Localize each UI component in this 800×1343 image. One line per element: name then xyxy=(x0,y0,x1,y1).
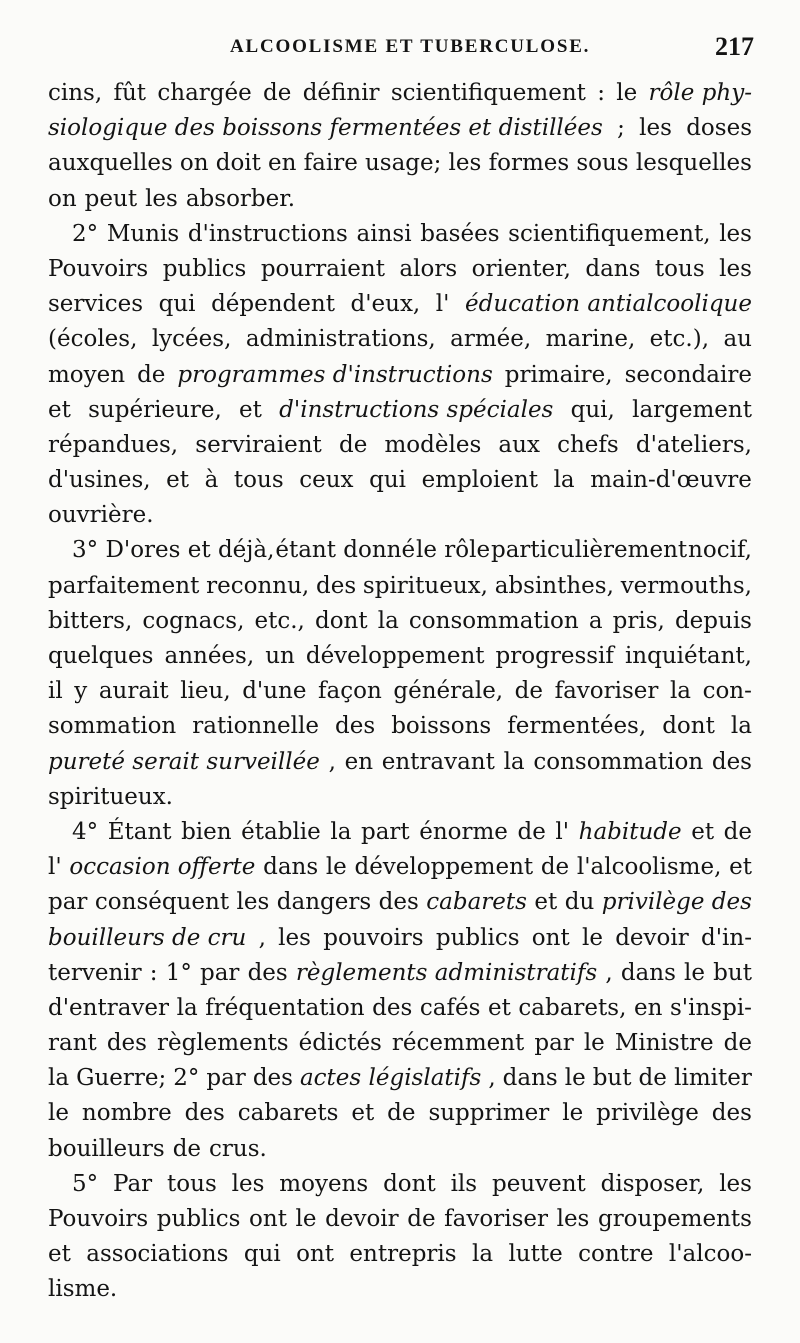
word: orienter, xyxy=(471,255,571,282)
word: de xyxy=(172,1135,202,1162)
word: les xyxy=(719,220,752,247)
word: programmes d'instructions xyxy=(177,361,493,388)
word: ont xyxy=(296,1241,335,1268)
word: des xyxy=(252,1065,293,1092)
word: crus. xyxy=(209,1135,267,1162)
word: d'usines, xyxy=(48,467,151,494)
word: , xyxy=(258,924,266,951)
word: Par xyxy=(113,1170,153,1197)
word: chargée xyxy=(157,80,252,106)
word: lutte xyxy=(508,1241,563,1268)
word: de xyxy=(263,80,292,106)
word: énorme xyxy=(419,818,508,845)
word: publics xyxy=(435,924,520,951)
word: et xyxy=(691,818,715,845)
word: part xyxy=(360,818,410,845)
word: par xyxy=(199,959,240,986)
word: et xyxy=(166,467,190,494)
word: tous xyxy=(654,255,705,282)
word: moyen xyxy=(48,361,126,388)
word: on xyxy=(48,185,77,212)
word: Pouvoirs xyxy=(48,255,149,282)
word: de xyxy=(540,854,570,881)
word: des xyxy=(247,959,288,986)
word: établie xyxy=(241,818,321,845)
word: étant donné xyxy=(275,537,416,564)
text-line xyxy=(48,745,752,780)
word: administrations, xyxy=(245,326,436,353)
word: 1° xyxy=(165,959,192,986)
word: pourraient xyxy=(260,255,385,282)
word: le xyxy=(684,959,706,986)
word: scientifiquement, xyxy=(508,220,711,247)
word: vermouths, xyxy=(620,572,752,599)
word: spiritueux, xyxy=(362,572,488,599)
word: récemment xyxy=(391,1030,525,1057)
word: édictés xyxy=(298,1030,382,1057)
text-line xyxy=(48,1237,752,1272)
word: largement xyxy=(632,396,752,423)
word: qui xyxy=(369,467,407,494)
word: entrepris xyxy=(349,1241,457,1268)
word: privilège xyxy=(596,1100,699,1127)
text-line xyxy=(48,428,752,463)
word: un xyxy=(265,643,295,669)
word: usage; xyxy=(364,150,442,177)
word: les formes xyxy=(448,150,570,177)
word: l' xyxy=(555,818,570,845)
word: marine, xyxy=(545,326,636,353)
word: de xyxy=(407,1206,436,1232)
word: serviraient xyxy=(195,431,322,458)
word: au xyxy=(723,326,752,353)
word: lisme. xyxy=(48,1276,118,1303)
word: reconnu, xyxy=(206,572,310,599)
word: générale, xyxy=(393,678,504,705)
text-line xyxy=(48,1132,752,1167)
word: et xyxy=(534,889,558,916)
word: pouvoirs xyxy=(323,924,424,951)
word: le rôle xyxy=(416,537,491,564)
word: cins, xyxy=(48,80,103,106)
word: dans xyxy=(263,854,319,881)
word: l'alcoolisme, xyxy=(576,854,722,881)
word: fût xyxy=(113,80,147,106)
word: supérieure, xyxy=(88,396,222,423)
text-line xyxy=(48,709,752,744)
word: conséquent xyxy=(94,889,230,916)
word: supprimer xyxy=(428,1100,550,1127)
word: d'instructions spéciales xyxy=(279,396,554,423)
word: la xyxy=(730,713,752,740)
word: d'instructions xyxy=(187,220,348,247)
word: par xyxy=(206,1065,246,1092)
word: favoriser xyxy=(444,1206,548,1232)
word: le xyxy=(562,1100,584,1127)
word: les xyxy=(278,924,311,951)
word: sous lesquelles xyxy=(576,150,752,177)
word: Guerre; xyxy=(76,1065,167,1092)
word: publics xyxy=(156,1206,241,1232)
word: dont xyxy=(383,1170,436,1197)
word: lycées, xyxy=(151,326,232,353)
word: dépendent xyxy=(211,291,335,318)
word: la xyxy=(669,678,692,705)
word: les xyxy=(639,115,672,142)
word: d'eux, xyxy=(350,291,421,318)
word: lieu, xyxy=(180,678,231,705)
word: les xyxy=(236,889,270,916)
word: inquiétant, xyxy=(624,643,752,669)
word: devoir xyxy=(325,1206,399,1232)
word: ; xyxy=(617,115,625,142)
word: le xyxy=(295,1206,317,1232)
word: le xyxy=(325,854,347,881)
text-line xyxy=(48,111,752,146)
text-line xyxy=(48,780,752,815)
word: bouilleurs de cru xyxy=(48,924,247,951)
word: devoir xyxy=(615,924,689,951)
text-line xyxy=(48,182,752,217)
word: ouvrière. xyxy=(48,502,154,529)
word: 3° D'ores et déjà, xyxy=(72,537,275,564)
word: dont xyxy=(314,607,368,634)
word: , xyxy=(328,748,336,775)
word: d'une xyxy=(242,678,307,705)
word: règlements xyxy=(157,1030,289,1057)
word: peut xyxy=(84,185,138,212)
word: d'ateliers, xyxy=(635,431,752,458)
word: et xyxy=(487,994,511,1021)
text-line xyxy=(48,639,752,674)
word: chefs xyxy=(557,431,619,458)
word: bitters, xyxy=(48,607,133,634)
word: développement xyxy=(354,854,534,881)
text-line xyxy=(48,674,752,709)
word: des xyxy=(372,994,413,1021)
word: des xyxy=(711,748,752,775)
word: le xyxy=(48,1100,69,1127)
word: les xyxy=(719,255,752,282)
word: des xyxy=(106,1030,147,1057)
word: parfaitement xyxy=(48,572,200,599)
word: : xyxy=(149,959,158,986)
word: et xyxy=(729,854,752,881)
word: développement xyxy=(305,643,485,669)
text-line xyxy=(48,322,752,357)
word: on xyxy=(179,150,209,177)
word: secondaire xyxy=(624,361,752,388)
word: cognacs, xyxy=(142,607,245,634)
text-line xyxy=(48,146,752,181)
word: d'in- xyxy=(701,924,752,951)
word: des xyxy=(711,1100,752,1127)
word: 5° xyxy=(72,1170,99,1197)
word: alors xyxy=(399,255,458,282)
word: occasion offerte xyxy=(69,854,256,881)
word: sommation xyxy=(48,713,177,740)
word: par xyxy=(48,889,88,916)
word: scientifiquement xyxy=(390,80,586,106)
word: particulièrement xyxy=(491,537,688,564)
word: entravant xyxy=(381,748,495,775)
word: boissons xyxy=(391,713,492,740)
word: la xyxy=(377,607,399,634)
word: siologique des boissons fermentées et distillées xyxy=(48,115,603,142)
word: con- xyxy=(702,678,752,705)
word: de xyxy=(517,818,546,845)
word: l'alcoo- xyxy=(668,1241,752,1268)
text-line xyxy=(48,533,752,568)
word: but xyxy=(713,959,752,986)
word: Pouvoirs xyxy=(48,1206,149,1232)
word: favoriser xyxy=(554,678,659,705)
text-line xyxy=(48,1272,752,1307)
text-line xyxy=(48,287,752,322)
word: de xyxy=(387,1100,416,1127)
word: disposer, xyxy=(600,1170,705,1197)
word: de xyxy=(137,361,166,388)
word: nocif, xyxy=(688,537,752,564)
word: cabarets xyxy=(426,889,527,916)
word: la xyxy=(503,748,525,775)
word: par xyxy=(534,1030,574,1057)
word: en xyxy=(633,994,663,1021)
word: éducation antialcoolique xyxy=(465,291,752,318)
word: modèles xyxy=(384,431,482,458)
word: a xyxy=(588,607,603,634)
running-title: ALCOOLISME ET TUBERCULOSE. xyxy=(230,36,591,57)
word: le xyxy=(581,924,603,951)
word: spiritueux. xyxy=(48,783,173,810)
word: cabarets, xyxy=(518,994,627,1021)
word: groupements xyxy=(597,1206,752,1232)
word: , xyxy=(488,1065,496,1092)
text-line xyxy=(48,217,752,252)
word: auxquelles xyxy=(48,150,173,177)
word: d'entraver xyxy=(48,994,170,1021)
word: en xyxy=(344,748,374,775)
word: etc., xyxy=(254,607,305,634)
body-text xyxy=(48,76,752,1308)
text-line xyxy=(48,956,752,991)
word: main-d'œuvre xyxy=(590,467,752,494)
word: Ministre xyxy=(614,1030,714,1057)
text-line xyxy=(48,885,752,920)
word: la xyxy=(48,1065,70,1092)
word: y xyxy=(74,678,88,705)
word: les xyxy=(556,1206,590,1232)
word: : xyxy=(597,80,605,106)
word: qui, xyxy=(570,396,615,423)
word: bouilleurs xyxy=(48,1135,165,1162)
text-line xyxy=(48,921,752,956)
word: depuis xyxy=(674,607,752,634)
text-line xyxy=(48,1167,752,1202)
word: la xyxy=(176,994,198,1021)
word: quelques xyxy=(48,643,154,669)
text-line xyxy=(48,498,752,533)
word: cabarets xyxy=(237,1100,339,1127)
word: 4° xyxy=(72,818,99,845)
word: moyens xyxy=(279,1170,369,1197)
word: à xyxy=(204,467,219,494)
word: dans xyxy=(502,1065,558,1092)
word: peuvent xyxy=(491,1170,586,1197)
text-line xyxy=(48,815,752,850)
word: l' xyxy=(435,291,450,318)
word: dangers xyxy=(276,889,372,916)
text-line xyxy=(48,393,752,428)
word: habitude xyxy=(578,818,682,845)
text-line xyxy=(48,463,752,498)
word: Munis xyxy=(106,220,180,247)
word: la xyxy=(553,467,575,494)
word: progressif xyxy=(495,643,614,669)
word: façon xyxy=(318,678,382,705)
word: la xyxy=(471,1241,494,1268)
word: des xyxy=(316,572,357,599)
word: dans xyxy=(585,255,641,282)
word: Étant xyxy=(107,818,172,845)
word: les xyxy=(719,1170,752,1197)
word: pris, xyxy=(612,607,665,634)
word: doit xyxy=(215,150,261,177)
word: ainsi xyxy=(356,220,412,247)
word: bien xyxy=(181,818,232,845)
word: consommation xyxy=(408,607,579,634)
word: des xyxy=(184,1100,225,1127)
word: ceux xyxy=(299,467,354,494)
word: la xyxy=(330,818,352,845)
text-line xyxy=(48,991,752,1026)
word: consommation xyxy=(533,748,704,775)
word: et xyxy=(48,396,71,423)
word: ont xyxy=(249,1206,287,1232)
running-head xyxy=(0,32,800,66)
word: fréquentation xyxy=(205,994,365,1021)
word: il xyxy=(48,678,63,705)
word: nombre xyxy=(81,1100,172,1127)
word: tous xyxy=(233,467,284,494)
word: emploient xyxy=(421,467,538,494)
text-line xyxy=(48,604,752,639)
word: répandues, xyxy=(48,431,179,458)
word: absinthes, xyxy=(494,572,614,599)
text-line xyxy=(48,252,752,287)
word: services xyxy=(48,291,144,318)
word: associations xyxy=(86,1241,229,1268)
word: le xyxy=(616,80,638,106)
word: règlements administratifs xyxy=(295,959,598,986)
word: 2° xyxy=(72,220,99,247)
word: but xyxy=(592,1065,632,1092)
word: aurait xyxy=(98,678,169,705)
word: actes législatifs xyxy=(299,1065,482,1092)
word: de xyxy=(723,1030,752,1057)
word: ils xyxy=(450,1170,478,1197)
word: qui xyxy=(158,291,196,318)
word: les xyxy=(145,185,178,212)
word: faire xyxy=(303,150,358,177)
word: 2° xyxy=(173,1065,200,1092)
word: années, xyxy=(164,643,255,669)
page-number: 217 xyxy=(715,32,754,61)
word: cafés xyxy=(419,994,481,1021)
word: et xyxy=(351,1100,375,1127)
word: basées xyxy=(420,220,500,247)
word: ont xyxy=(531,924,570,951)
word: de limiter xyxy=(638,1065,752,1092)
word: absorber. xyxy=(185,185,296,212)
word: privilège des xyxy=(601,889,752,916)
word: rôle phy- xyxy=(648,80,752,106)
word: du xyxy=(564,889,595,916)
word: de xyxy=(514,678,544,705)
word: qui xyxy=(243,1241,281,1268)
word: des xyxy=(378,889,419,916)
word: rant xyxy=(48,1030,97,1057)
word: tervenir xyxy=(48,959,142,986)
word: de xyxy=(723,818,752,845)
word: des xyxy=(335,713,376,740)
text-line xyxy=(48,850,752,885)
word: rationnelle xyxy=(192,713,319,740)
word: (écoles, xyxy=(48,326,138,353)
word: en xyxy=(268,150,297,177)
text-line xyxy=(48,358,752,393)
text-line xyxy=(48,1096,752,1131)
word: etc.), xyxy=(649,326,710,353)
word: dans xyxy=(620,959,676,986)
word: les xyxy=(231,1170,265,1197)
word: contre xyxy=(578,1241,654,1268)
word: l' xyxy=(48,854,62,881)
text-line xyxy=(48,569,752,604)
word: armée, xyxy=(450,326,532,353)
word: dont xyxy=(662,713,715,740)
text-line xyxy=(48,1026,752,1061)
word: définir xyxy=(302,80,380,106)
word: le xyxy=(564,1065,586,1092)
word: fermentées, xyxy=(507,713,647,740)
word: doses xyxy=(686,115,752,142)
word: tous xyxy=(167,1170,217,1197)
word: pureté serait surveillée xyxy=(48,748,320,775)
word: aux xyxy=(498,431,540,458)
text-line xyxy=(48,1202,752,1237)
word: et xyxy=(48,1241,71,1268)
word: primaire, xyxy=(504,361,613,388)
word: s'inspi- xyxy=(670,994,752,1021)
word: publics xyxy=(162,255,247,282)
word: et xyxy=(239,396,262,423)
text-line xyxy=(48,1061,752,1096)
word: , xyxy=(605,959,613,986)
word: le xyxy=(583,1030,605,1057)
text-line xyxy=(48,76,752,111)
word: de xyxy=(338,431,368,458)
